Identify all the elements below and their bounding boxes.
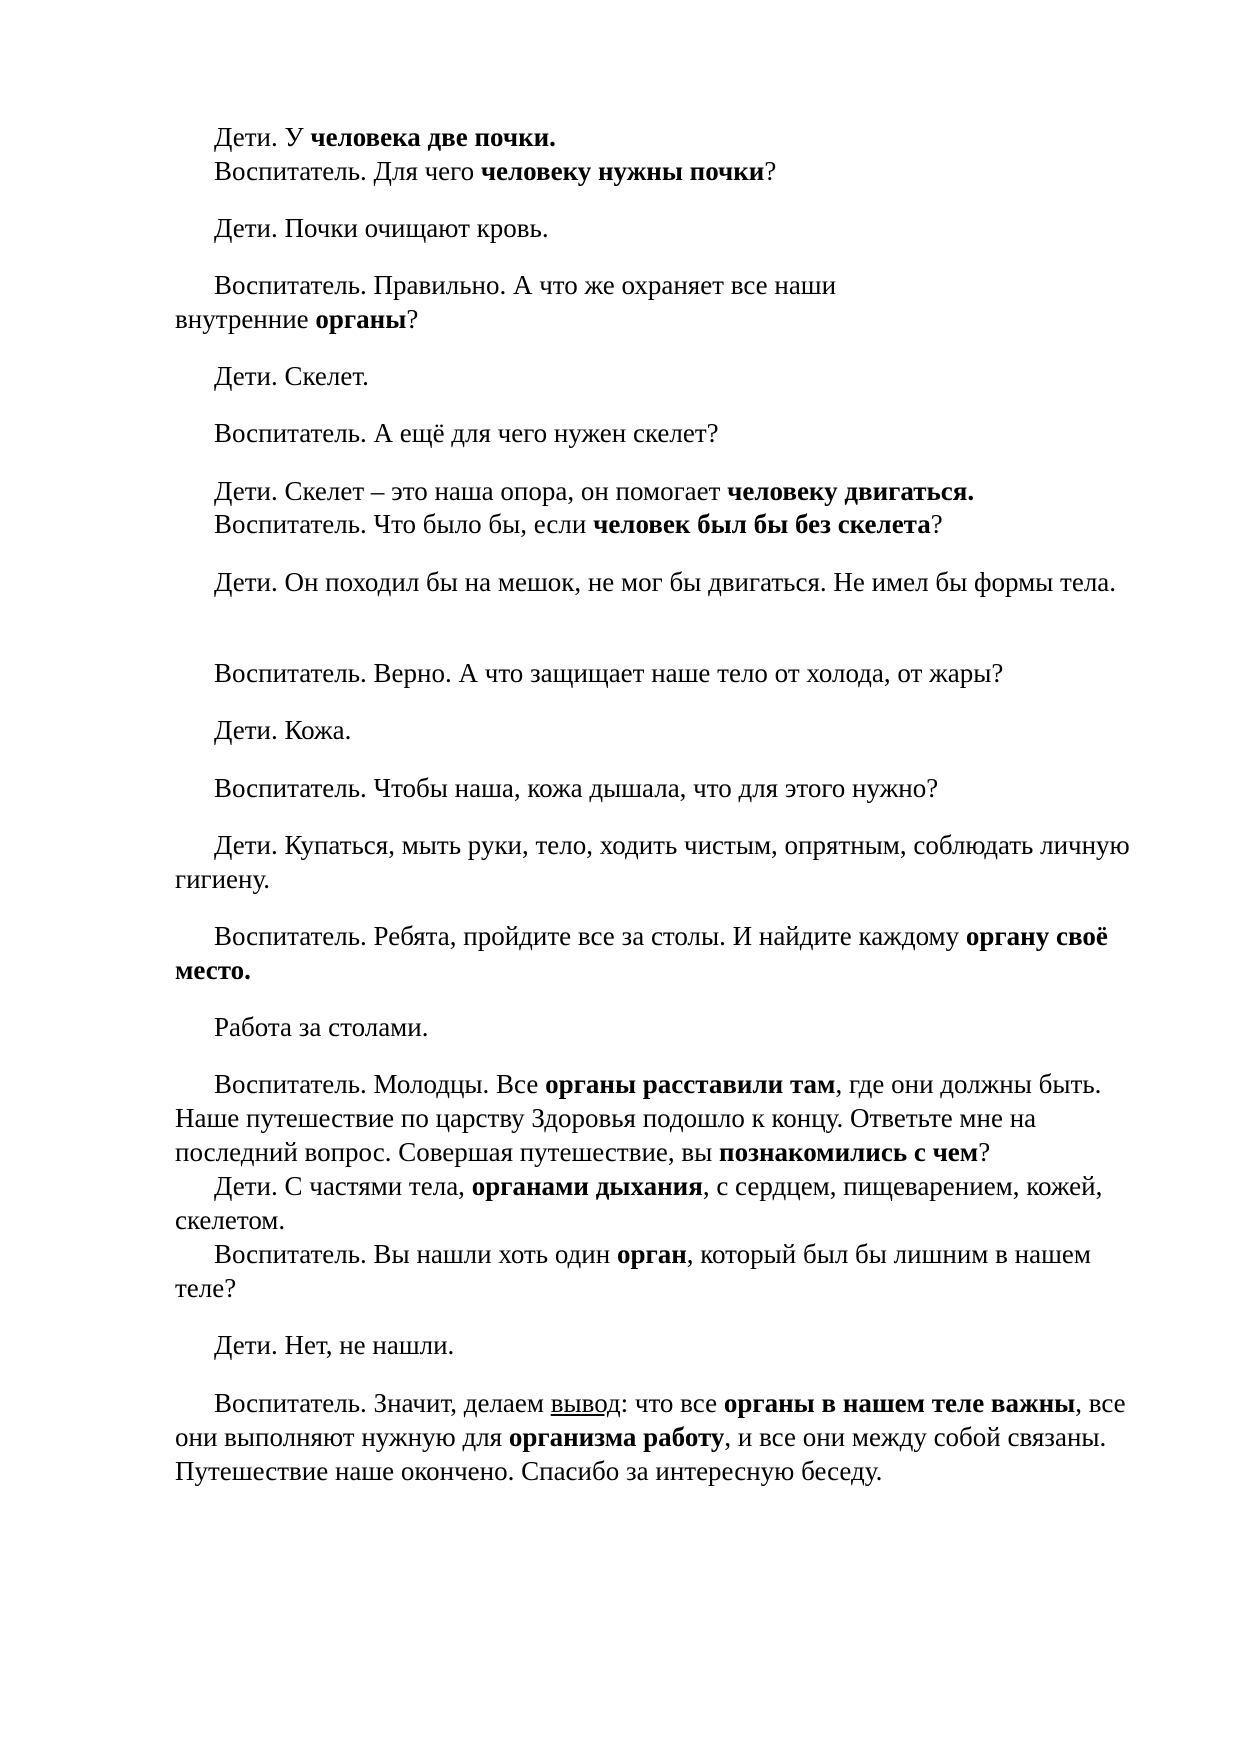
paragraph: Воспитатель. Правильно. А что же охраняет все наши внутренние органы? bbox=[175, 270, 837, 334]
paragraph: Воспитатель. Вы нашли хоть один орган, который был бы лишним в нашем теле? bbox=[175, 1239, 1091, 1303]
paragraph: Воспитатель. Молодцы. Все органы расставили там, где они должны быть. Наше путешествие по царству Здоровья подошло к концу. Ответьте мне на последний вопрос. Совершая путешествие, вы познакомились с чем? bbox=[175, 1069, 1102, 1167]
paragraph: Дети. Кожа. bbox=[214, 715, 352, 745]
paragraph: Дети. Почки очищают кровь. bbox=[214, 213, 549, 243]
paragraph: Воспитатель. Верно. А что защищает наше тело от холода, от жары? bbox=[214, 658, 1004, 688]
paragraph: Работа за столами. bbox=[214, 1012, 429, 1042]
paragraph: Дети. Скелет – это наша опора, он помогает человеку двигаться. bbox=[214, 476, 975, 506]
paragraph: Дети. Скелет. bbox=[214, 361, 369, 391]
paragraph: Дети. У человека две почки. bbox=[214, 122, 556, 152]
paragraph: Дети. Купаться, мыть руки, тело, ходить чистым, опрятным, соблюдать личную гигиену. bbox=[175, 830, 1130, 894]
paragraph: Дети. С частями тела, органами дыхания, с сердцем, пищеварением, кожей, скелетом. bbox=[175, 1171, 1103, 1235]
paragraph: Воспитатель. Для чего человеку нужны почки? bbox=[214, 156, 777, 186]
paragraph: Воспитатель. Ребята, пройдите все за столы. И найдите каждому органу своё место. bbox=[175, 921, 1108, 985]
paragraph: Дети. Нет, не нашли. bbox=[214, 1330, 455, 1360]
paragraph: Дети. Он походил бы на мешок, не мог бы двигаться. Не имел бы формы тела. bbox=[214, 567, 1117, 597]
paragraph: Воспитатель. Значит, делаем вывод: что все органы в нашем теле важны, все они выполняют нужную для организма работу, и все они между собой связаны. Путешествие наше окончено. Спасибо за интересную беседу. bbox=[175, 1388, 1126, 1486]
paragraph: Воспитатель. Что было бы, если человек был бы без скелета? bbox=[214, 509, 943, 539]
paragraph: Воспитатель. А ещё для чего нужен скелет? bbox=[214, 418, 719, 448]
paragraph: Воспитатель. Чтобы наша, кожа дышала, что для этого нужно? bbox=[214, 773, 939, 803]
